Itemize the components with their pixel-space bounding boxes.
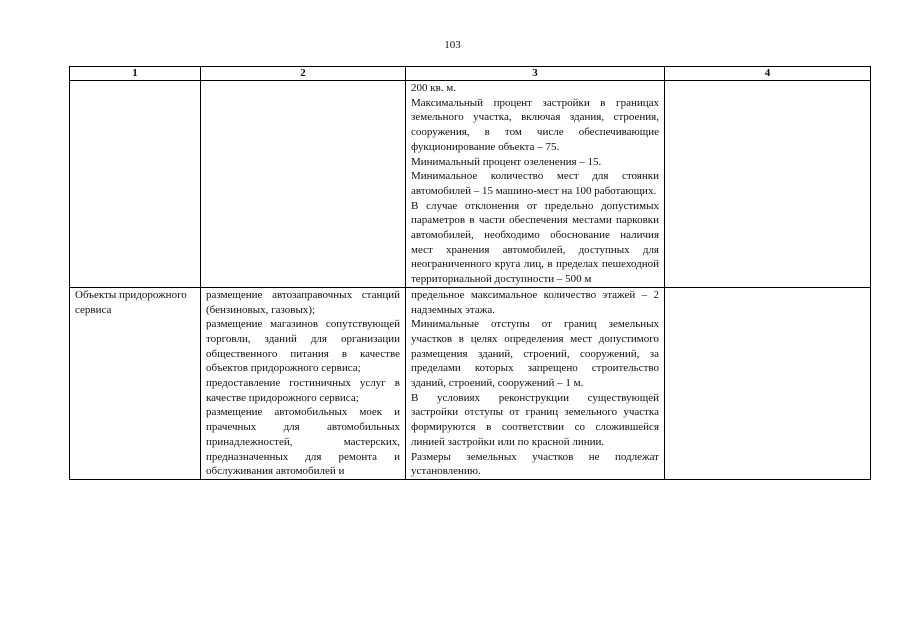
column-header-2: 2 — [201, 67, 406, 81]
paragraph: Минимальные отступы от границ земельных участков в целях определения мест допустимого размещения зданий, строений, сооружений, за пределами которых запрещено строительство зданий, строений, сооружений – 1 м. — [411, 318, 659, 390]
paragraph: В случае отклонения от предельно допустимых параметров в части обеспечения местами парковки автомобилей, необходимо обоснование наличия мест хранения автомобилей, доступных для неограниченного круга лиц, в пределах пешеходной территориальной доступности – 500 м — [411, 199, 659, 286]
cell-row2-col3 — [406, 287, 665, 479]
paragraph: 200 кв. м. — [411, 82, 456, 94]
cell-row1-col2 — [201, 81, 406, 288]
column-header-3: 3 — [406, 67, 665, 81]
table-row — [70, 81, 871, 288]
page-number: 103 — [444, 39, 461, 51]
paragraph: размещение автомобильных моек и прачечных для автомобильных принадлежностей, мастерских, предназначенных для ремонта и обслуживания автомобилей и — [206, 406, 400, 478]
paragraph: Размеры земельных участков не подлежат установлению. — [411, 450, 659, 478]
paragraph: размещение магазинов сопутствующей торговли, зданий для организации общественного питания в качестве объектов придорожного сервиса; — [206, 318, 400, 375]
cell-row2-col4 — [665, 287, 871, 479]
column-header-4: 4 — [665, 67, 871, 81]
paragraph: Максимальный процент застройки в границах земельного участка, включая здания, строения, сооружения, в том числе обеспечивающие фукционирование объекта – 75. — [411, 96, 659, 153]
cell-row1-col1 — [70, 81, 201, 288]
paragraph: В условиях реконструкции существующей застройки отступы от границ земельного участка формируются в соответствии со сложившейся линией застройки или по красной линии. — [411, 391, 659, 448]
paragraph: Минимальное количество мест для стоянки автомобилей – 15 машино-мест на 100 работающих. — [411, 170, 659, 197]
object-type-label: Объекты придорожного сервиса — [75, 288, 187, 316]
cell-row2-col1 — [70, 287, 201, 479]
paragraph: Минимальный процент озеленения – 15. — [411, 155, 602, 168]
paragraph: предоставление гостиничных услуг в качестве придорожного сервиса; — [206, 377, 400, 404]
column-header-1: 1 — [70, 67, 201, 81]
cell-row1-col3 — [406, 81, 665, 288]
table-header-row — [70, 67, 871, 81]
paragraph: размещение автозаправочных станций (бензиновых, газовых); — [206, 288, 400, 316]
paragraph: предельное максимальное количество этажей – 2 надземных этажа. — [411, 288, 659, 316]
table-row — [70, 287, 871, 479]
cell-row2-col2 — [201, 287, 406, 479]
cell-row1-col4 — [665, 81, 871, 288]
regulations-table — [69, 66, 871, 480]
